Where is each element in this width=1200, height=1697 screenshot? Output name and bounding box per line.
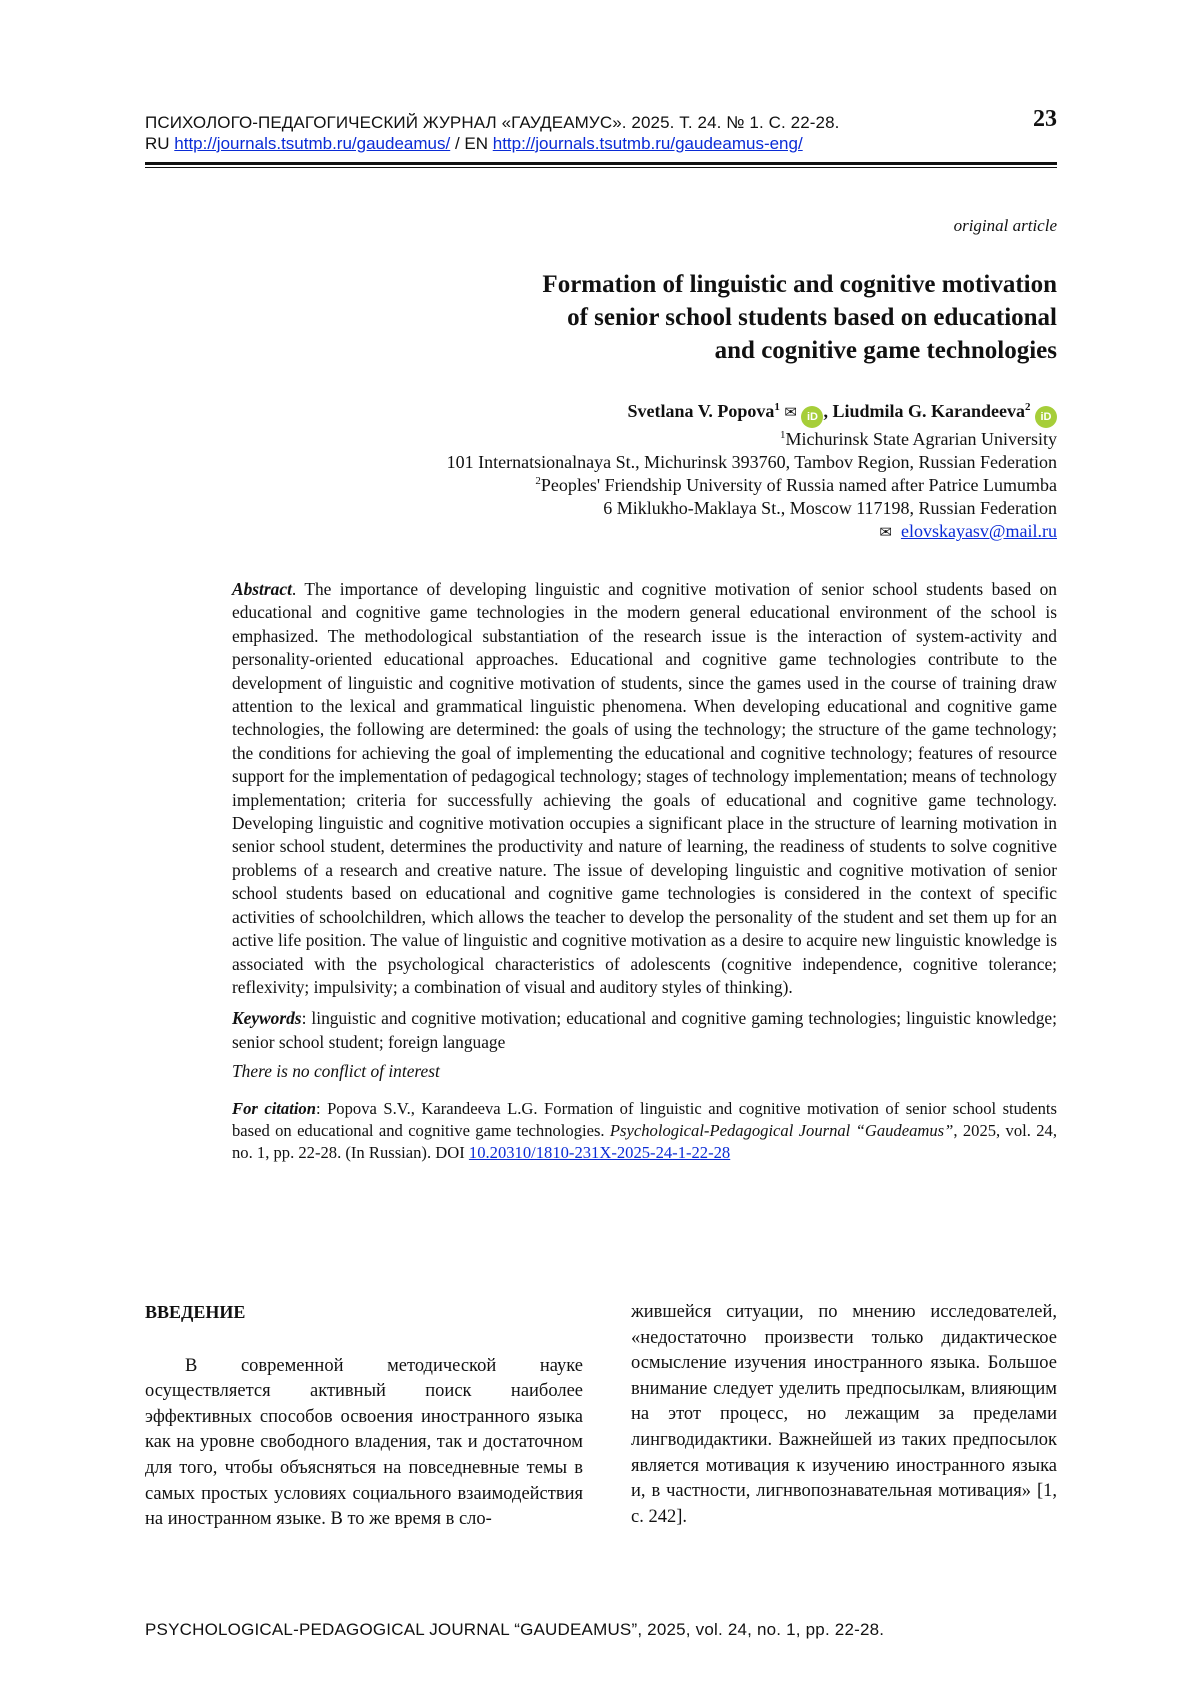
intro-column-left — [145, 1300, 583, 1533]
author-name: Svetlana V. Popova — [627, 401, 775, 421]
abstract-label: Abstract — [232, 579, 292, 599]
keywords-label: Keywords — [232, 1008, 302, 1029]
affiliation-sup: 1 — [780, 429, 786, 441]
affiliation — [157, 428, 1057, 451]
header-rule — [145, 162, 1057, 165]
ru-journal-link[interactable]: http://journals.tsutmb.ru/gaudeamus/ — [174, 134, 451, 153]
authors-block — [157, 400, 1057, 544]
running-header — [145, 106, 1057, 154]
envelope-icon: ✉ — [879, 523, 892, 541]
title-line: Formation of linguistic and cognitive motivation — [542, 271, 1057, 298]
orcid-icon[interactable]: iD — [1035, 406, 1057, 428]
title-line: of senior school students based on educational — [567, 304, 1057, 331]
en-journal-link[interactable]: http://journals.tsutmb.ru/gaudeamus-eng/ — [492, 134, 803, 153]
citation-journal: Psychological-Pedagogical Journal “Gaudeamus” — [609, 1120, 954, 1140]
abstract-block — [232, 578, 1057, 1164]
intro-paragraph: В современной методической науке осуществляется активный поиск наиболее эффективных способов освоения иностранного языка как на уровне свободного владения, так и достаточном для того, чтобы объясняться на повседневные темы в самых простых условиях социального взаимодействия на иностранном языке. В то же время в сло- — [145, 1355, 583, 1530]
ru-prefix: RU — [145, 134, 175, 153]
conflict-statement: There is no conflict of interest — [232, 1061, 440, 1082]
intro-column-right — [631, 1300, 1057, 1530]
keywords-text: : linguistic and cognitive motivation; educational and cognitive gaming technologies; linguistic knowledge; senior school student; foreign language — [232, 1008, 1057, 1052]
author-names — [157, 400, 1057, 428]
citation-details: , 2025, vol. 24, no. 1, pp. 22-28. (In Russian). DOI — [232, 1120, 1057, 1162]
link-separator: / EN — [450, 134, 493, 153]
contact-email — [157, 520, 1057, 544]
author-sup: 1 — [774, 401, 780, 413]
affiliation-name: Peoples' Friendship University of Russia named after Patrice Lumumba — [540, 475, 1057, 495]
abstract — [232, 578, 1057, 999]
citation-text: : Popova S.V., Karandeeva L.G. Formation of linguistic and cognitive motivation of senior school students based on educational and cognitive game technologies. — [232, 1098, 1057, 1140]
article-title — [357, 268, 1057, 367]
orcid-icon[interactable]: iD — [801, 406, 823, 428]
affiliation-address: 101 Internatsionalnaya St., Michurinsk 393760, Tambov Region, Russian Federation — [446, 452, 1057, 472]
author-name: , Liudmila G. Karandeeva — [823, 401, 1025, 421]
citation — [232, 1098, 1057, 1164]
running-footer: PSYCHOLOGICAL-PEDAGOGICAL JOURNAL “GAUDEAMUS”, 2025, vol. 24, no. 1, pp. 22-28. — [145, 1620, 885, 1639]
affiliation-name: Michurinsk State Agrarian University — [785, 429, 1057, 449]
title-line: and cognitive game technologies — [714, 337, 1057, 364]
email-link[interactable]: elovskayasv@mail.ru — [900, 521, 1057, 541]
doi-link[interactable]: 10.20310/1810-231X-2025-24-1-22-28 — [468, 1142, 731, 1162]
article-type: original article — [953, 216, 1057, 235]
header-rule-thin — [145, 167, 1057, 168]
keywords — [232, 1007, 1057, 1054]
affiliation-sup: 2 — [535, 475, 541, 487]
journal-links — [145, 133, 1057, 154]
page-number: 23 — [1033, 106, 1057, 132]
intro-paragraph: жившейся ситуации, по мнению исследователей, «недостаточно произвести только дидактическое осмысление изучения иностранного языка. Большое внимание следует уделить предпосылкам, влияющим на этот процесс, но лежащим за пределами лингводидактики. Важнейшей из таких предпосылок является мотивация к изучению иностранного языка и, в частности, лигнвопознавательная мотивация» [1, с. 242]. — [631, 1302, 1057, 1527]
citation-label: For citation — [232, 1098, 316, 1118]
author-sup: 2 — [1025, 401, 1031, 413]
envelope-icon: ✉ — [784, 403, 797, 421]
journal-line: ПСИХОЛОГО-ПЕДАГОГИЧЕСКИЙ ЖУРНАЛ «ГАУДЕАМУС». 2025. Т. 24. № 1. С. 22-28. — [145, 113, 840, 132]
abstract-text: . The importance of developing linguistic and cognitive motivation of senior school students based on educational and cognitive game technologies in the modern general educational environment of the school is emphasized. The methodological substantiation of the research issue is the interaction of system-activity and personality-oriented educational approaches. Educational and cognitive game technologies contribute to the development of linguistic and cognitive motivation of students, since the games used in the course of training draw attention to the lexical and grammatical linguistic phenomena. When developing educational and cognitive game technologies, the following are determined: the goals of using the technology; the structure of the game technology; the conditions for achieving the goal of implementing the educational and cognitive technology; features of resource support for the implementation of pedagogical technology; stages of technology implementation; means of technology implementation; criteria for successfully achieving the goals of educational and cognitive game technology. Developing linguistic and cognitive motivation occupies a significant place in the structure of learning motivation in senior school student, determines the productivity and nature of learning, the readiness of students to solve cognitive problems of a research and creative nature. The issue of developing linguistic and cognitive motivation of senior school students based on educational and cognitive game technologies is considered in the context of specific activities of schoolchildren, which allows the teacher to develop the personality of the student and set them up for an active life position. The value of linguistic and cognitive motivation as a desire to acquire new linguistic knowledge is associated with the psychological characteristics of adolescents (cognitive independence, cognitive tolerance; reflexivity; impulsivity; a combination of visual and auditory styles of thinking). — [232, 579, 1057, 997]
affiliation — [157, 474, 1057, 497]
section-heading: ВВЕДЕНИЕ — [145, 1302, 246, 1322]
affiliation-address: 6 Miklukho-Maklaya St., Moscow 117198, Russian Federation — [603, 498, 1057, 518]
